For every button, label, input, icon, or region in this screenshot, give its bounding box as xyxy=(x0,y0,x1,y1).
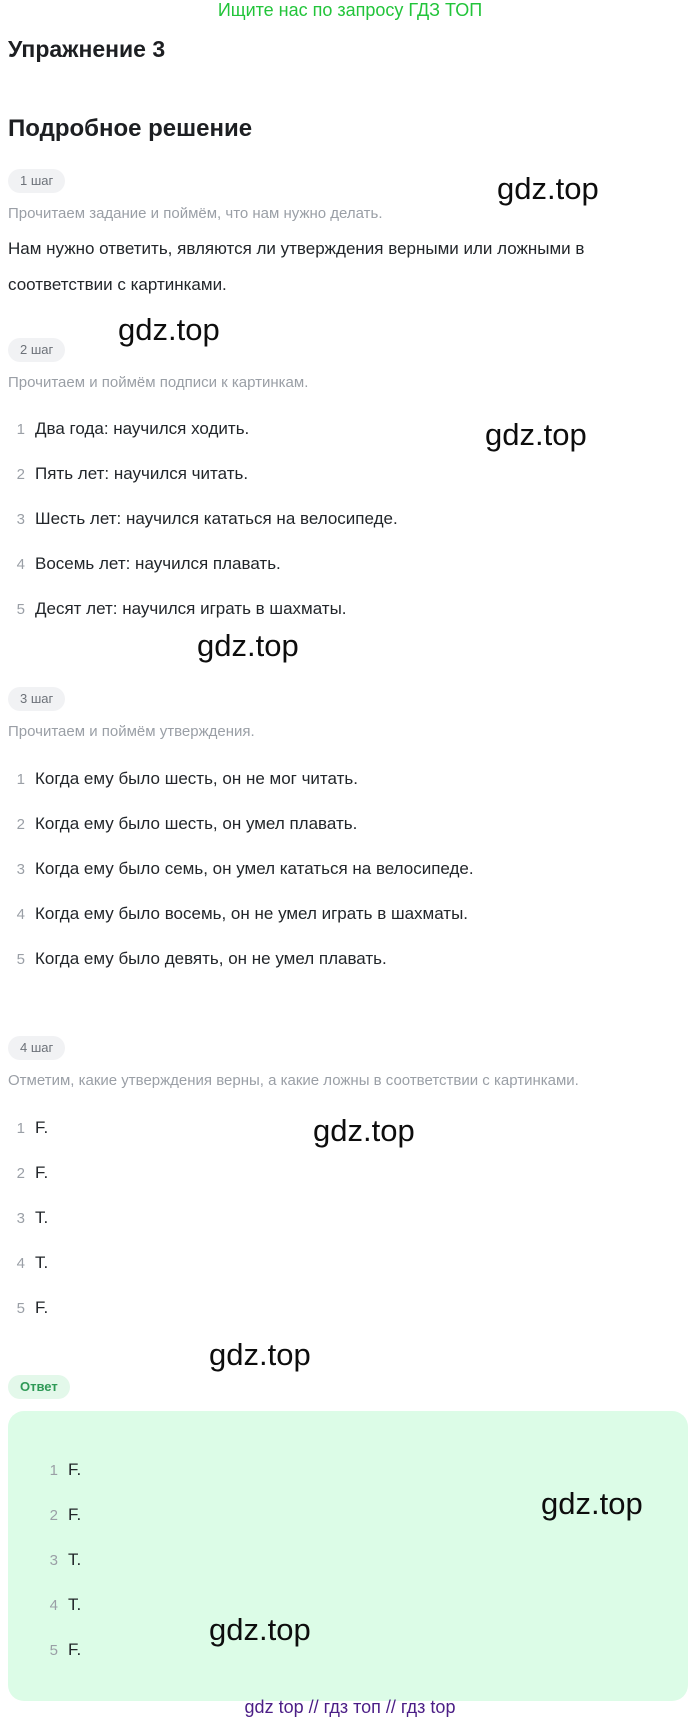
page-title: Упражнение 3 xyxy=(8,36,166,62)
list-number: 5 xyxy=(16,950,25,968)
list-item xyxy=(0,549,281,579)
answer-item xyxy=(8,1455,81,1485)
list-number: 5 xyxy=(49,1641,58,1659)
list-item xyxy=(0,809,357,839)
answer-text: F. xyxy=(68,1460,82,1479)
search-banner: Ищите нас по запросу ГДЗ ТОП xyxy=(217,0,483,20)
list-number: 5 xyxy=(16,600,25,618)
step-3-description: Прочитаем и поймём утверждения. xyxy=(8,723,255,740)
step-2-description: Прочитаем и поймём подписи к картинкам. xyxy=(8,374,309,391)
list-text: Пять лет: научился читать. xyxy=(35,464,249,483)
list-text: Шесть лет: научился кататься на велосипеде. xyxy=(35,509,398,528)
step-badge-2: 2 шаг xyxy=(8,338,65,362)
step-badge-3: 3 шаг xyxy=(8,687,65,711)
list-number: 3 xyxy=(49,1551,58,1569)
watermark: gdz.top xyxy=(541,1486,643,1521)
list-item xyxy=(0,854,474,884)
answer-text: T. xyxy=(68,1595,82,1614)
list-item xyxy=(0,1293,48,1323)
answer-text: F. xyxy=(68,1505,82,1524)
answer-box xyxy=(8,1411,688,1701)
step-badge-1: 1 шаг xyxy=(8,169,65,193)
list-item xyxy=(0,944,387,974)
list-text: Когда ему было семь, он умел кататься на велосипеде. xyxy=(35,859,474,878)
list-number: 3 xyxy=(16,510,25,528)
list-number: 2 xyxy=(16,815,25,833)
list-number: 4 xyxy=(16,555,25,573)
list-text: Восемь лет: научился плавать. xyxy=(35,554,281,573)
answer-badge: Ответ xyxy=(8,1375,70,1399)
section-title: Подробное решение xyxy=(8,115,253,142)
list-number: 2 xyxy=(49,1506,58,1524)
list-number: 1 xyxy=(49,1461,58,1479)
list-text: Когда ему было шесть, он умел плавать. xyxy=(35,814,358,833)
list-text: Когда ему было восемь, он не умел играть в шахматы. xyxy=(35,904,469,923)
list-number: 4 xyxy=(16,905,25,923)
watermark: gdz.top xyxy=(197,628,299,663)
list-number: 1 xyxy=(16,1119,25,1137)
list-item xyxy=(0,504,398,534)
watermark: gdz.top xyxy=(209,1337,311,1372)
list-text: F. xyxy=(35,1298,49,1317)
list-item xyxy=(0,459,248,489)
list-number: 4 xyxy=(49,1596,58,1614)
watermark: gdz.top xyxy=(313,1113,415,1148)
watermark: gdz.top xyxy=(209,1612,311,1647)
step-1-text-line-1: Нам нужно ответить, являются ли утверждения верными или ложными в xyxy=(8,239,585,258)
list-number: 5 xyxy=(16,1299,25,1317)
answer-item xyxy=(8,1545,81,1575)
list-number: 2 xyxy=(16,1164,25,1182)
list-text: T. xyxy=(35,1253,49,1272)
list-item xyxy=(0,594,347,624)
step-4-description: Отметим, какие утверждения верны, а какие ложны в соответствии с картинками. xyxy=(8,1072,579,1089)
answer-item xyxy=(8,1590,81,1620)
list-text: Десят лет: научился играть в шахматы. xyxy=(35,599,347,618)
step-1-text-line-2: соответствии с картинками. xyxy=(8,275,227,294)
footer-links[interactable]: gdz top // гдз топ // гдз top xyxy=(244,1697,456,1717)
list-number: 3 xyxy=(16,860,25,878)
list-item xyxy=(0,1203,48,1233)
list-text: Когда ему было девять, он не умел плавать. xyxy=(35,949,387,968)
answer-item xyxy=(8,1500,81,1530)
list-text: Когда ему было шесть, он не мог читать. xyxy=(35,769,358,788)
list-item xyxy=(0,1113,48,1143)
answer-item xyxy=(8,1635,81,1665)
list-item xyxy=(0,1248,48,1278)
list-number: 2 xyxy=(16,465,25,483)
answer-text: T. xyxy=(68,1550,82,1569)
watermark: gdz.top xyxy=(118,312,220,347)
list-item xyxy=(0,764,358,794)
answer-text: F. xyxy=(68,1640,82,1659)
list-number: 1 xyxy=(16,770,25,788)
list-text: F. xyxy=(35,1118,49,1137)
step-badge-4: 4 шаг xyxy=(8,1036,65,1060)
list-number: 1 xyxy=(16,420,25,438)
list-text: F. xyxy=(35,1163,49,1182)
list-number: 3 xyxy=(16,1209,25,1227)
list-number: 4 xyxy=(16,1254,25,1272)
watermark: gdz.top xyxy=(497,171,599,206)
step-1-description: Прочитаем задание и поймём, что нам нужно делать. xyxy=(8,205,383,222)
list-item xyxy=(0,414,249,444)
list-item xyxy=(0,899,468,929)
watermark: gdz.top xyxy=(485,417,587,452)
list-text: Два года: научился ходить. xyxy=(35,419,250,438)
list-item xyxy=(0,1158,48,1188)
list-text: T. xyxy=(35,1208,49,1227)
